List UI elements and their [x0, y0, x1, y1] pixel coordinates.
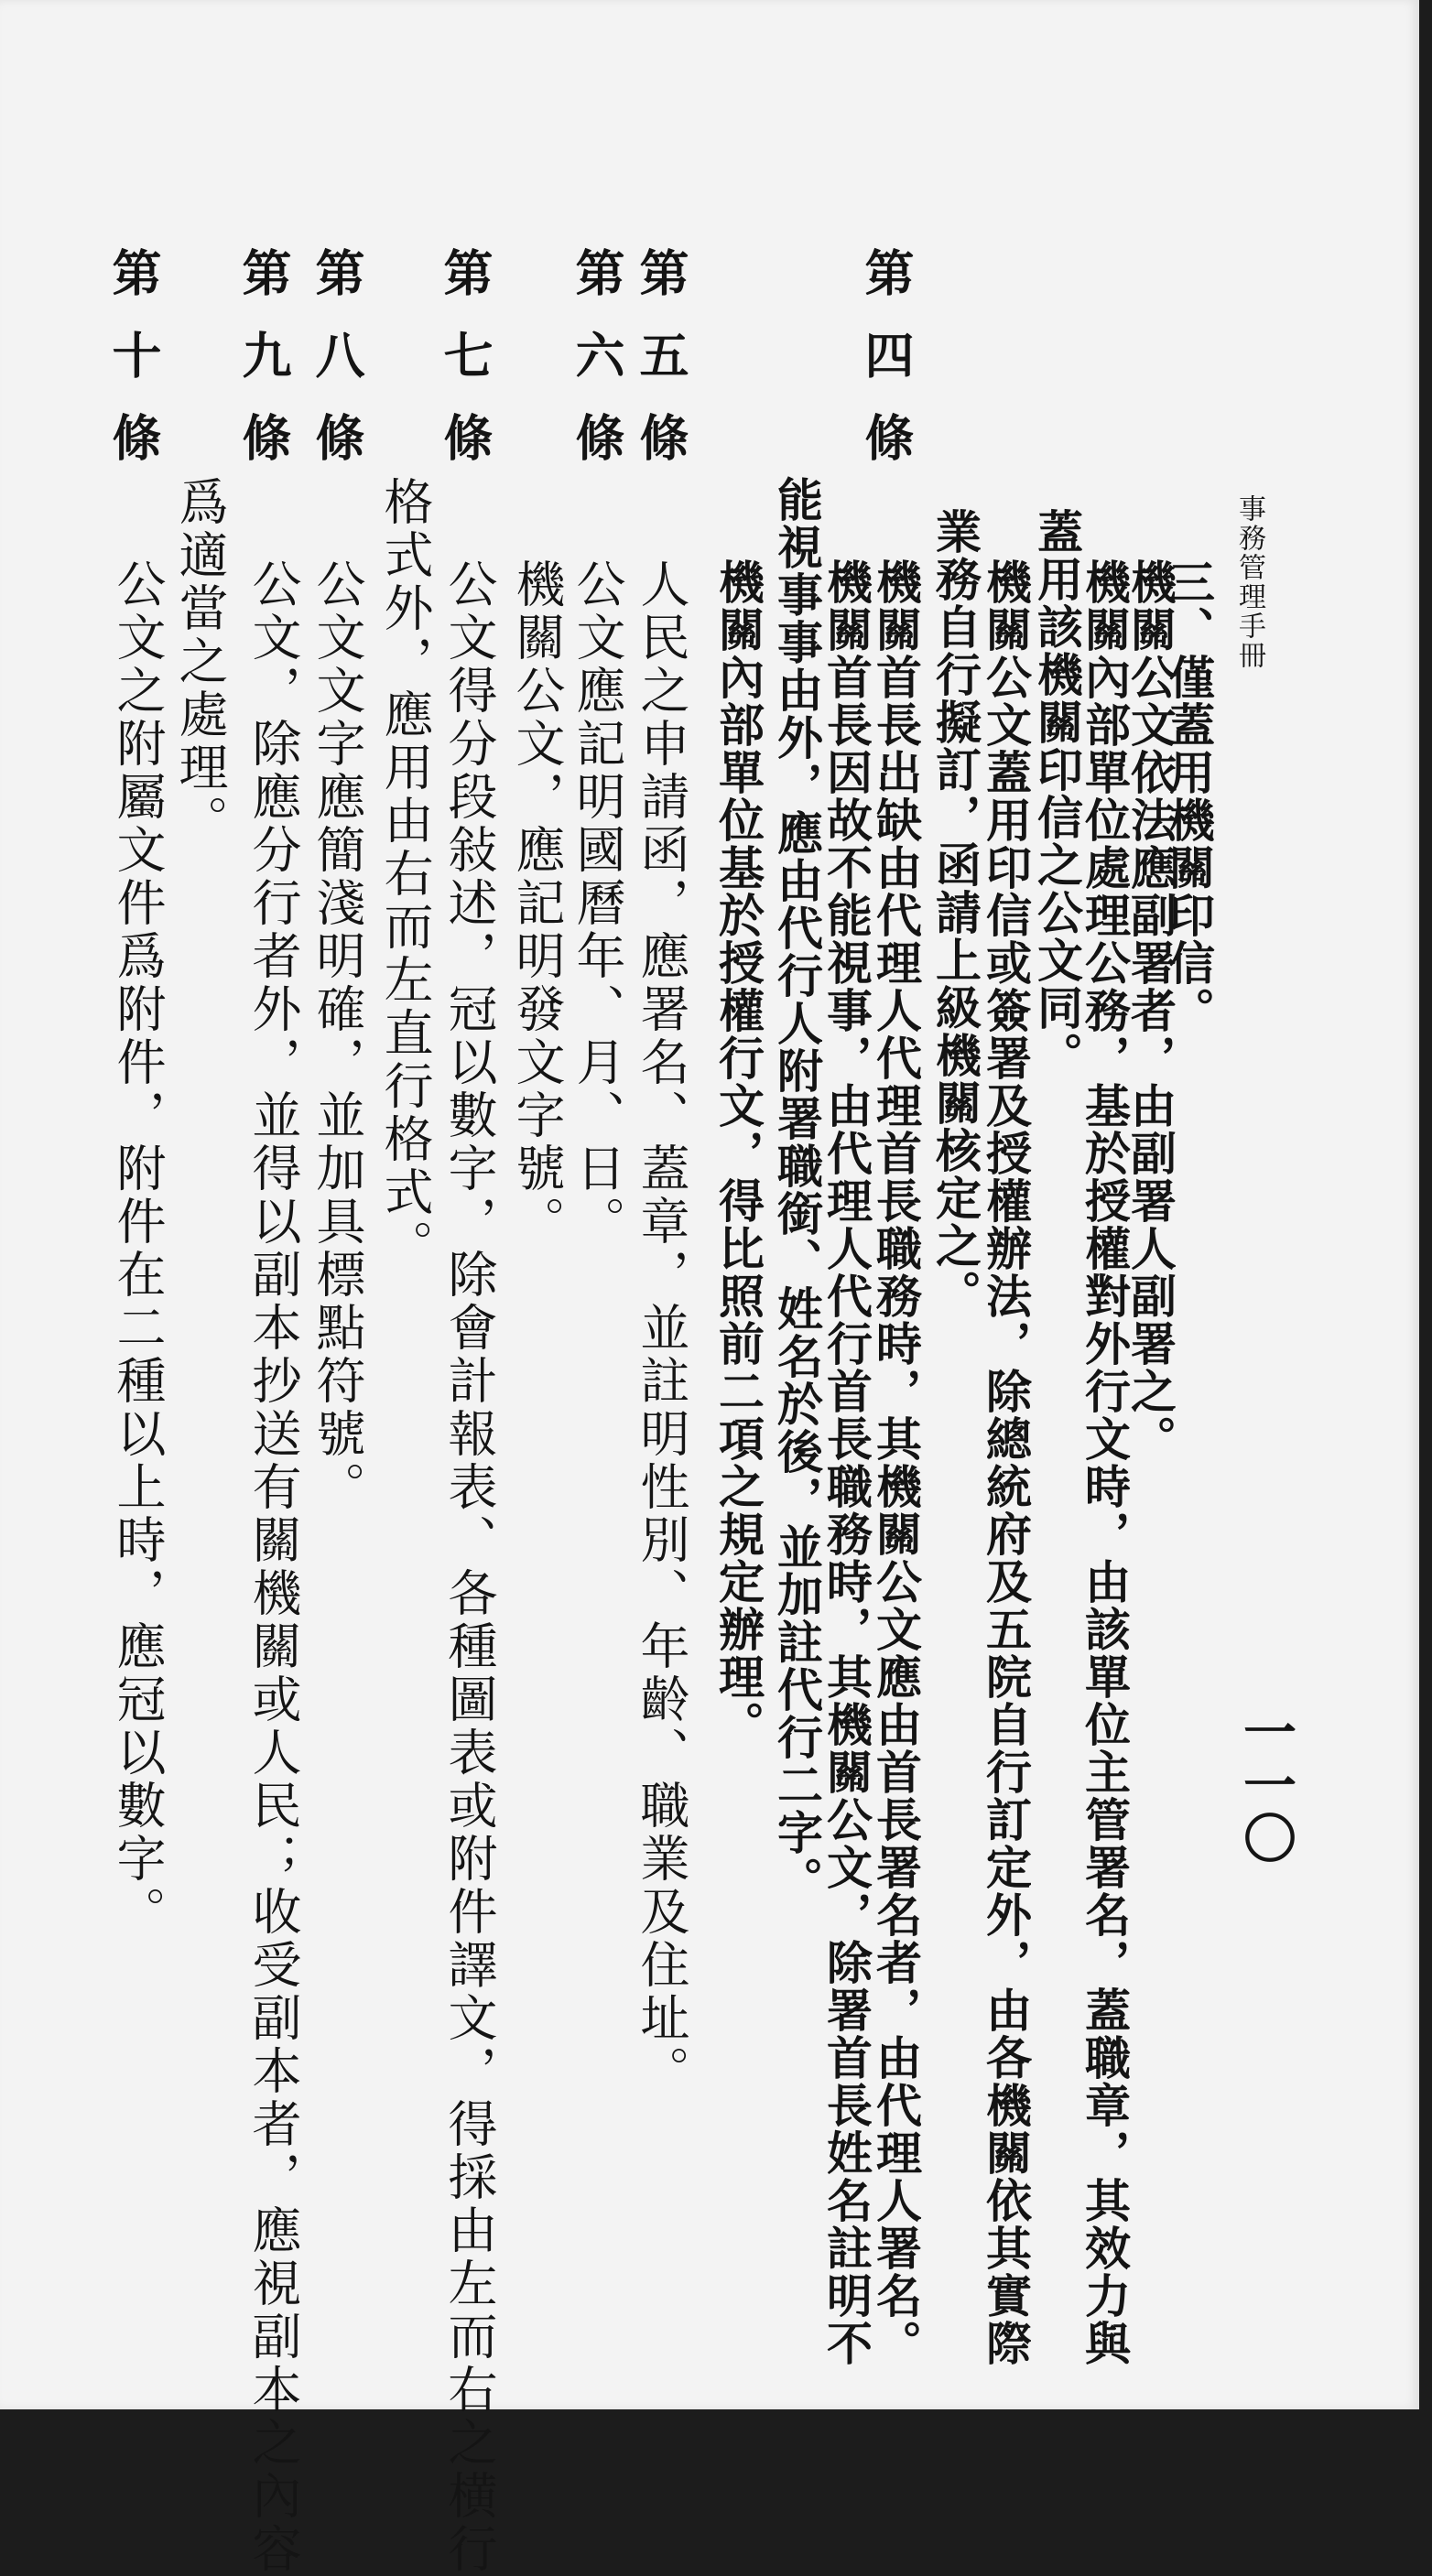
article-label: 第八條 [308, 247, 366, 494]
text-line: 機關首長因故不能視事，由代理人代行首長職務時，其機關公文，除署首長姓名註明不 [819, 558, 873, 2367]
text-line: 機關內部單位處理公務，基於授權對外行文時，由該單位主管署名，蓋職章，其效力與 [1078, 558, 1132, 2367]
text-line: 三、僅蓋用機關印信。 [1162, 558, 1216, 1034]
text-line: 機關公文依法應副署者，由副署人副署之。 [1123, 558, 1177, 1463]
text-line: 公文應記明國曆年、月、日。 [569, 558, 626, 1249]
text-line: 機關首長出缺由代理人代理首長職務時，其機關公文應由首長署名者，由代理人署名。 [869, 558, 923, 2367]
text-line: 人民之申請函，應署名、蓋章，並註明性別、年齡、職業及住址。 [633, 558, 690, 2098]
article-label: 第七條 [436, 247, 494, 494]
article-label: 第四條 [857, 247, 916, 494]
text-line: 業務自行擬訂，函請上級機關核定之。 [928, 508, 982, 1317]
text-line: 機關內部單位基於授權行文，得比照前二項之規定辦理。 [711, 558, 765, 1748]
text-line: 格式外，應用由右而左直行格式。 [376, 476, 434, 1272]
running-title: 事務管理手冊 [1233, 494, 1265, 670]
text-line: 能視事事由外，應由代行人附署職銜、姓名於後，並加註代行二字。 [770, 476, 824, 1904]
text-line: 機關公文，應記明發文字號。 [508, 558, 566, 1249]
text-line: 公文，除應分行者外，並得以副本抄送有關機關或人民；收受副本者，應視副本之內容 [244, 558, 302, 2576]
text-line: 機關公文蓋用印信或簽署及授權辦法，除總統府及五院自行訂定外，由各機關依其實際 [979, 558, 1033, 2367]
text-line: 公文得分段敍述，冠以數字，除會計報表、各種圖表或附件譯文，得採由左而右之横行 [440, 558, 498, 2576]
article-label: 第十條 [104, 247, 163, 494]
page-number: 一一〇 [1234, 1705, 1296, 1864]
text-line: 爲適當之處理。 [171, 476, 229, 848]
article-label: 第九條 [234, 247, 293, 494]
article-label: 第六條 [568, 247, 626, 494]
text-line: 公文文字應簡淺明確，並加具標點符號。 [309, 558, 366, 1514]
article-label: 第五條 [632, 247, 690, 494]
text-line: 蓋用該機關印信之公文同。 [1030, 508, 1084, 1079]
text-line: 公文之附屬文件爲附件，附件在二種以上時，應冠以數字。 [109, 558, 167, 1939]
